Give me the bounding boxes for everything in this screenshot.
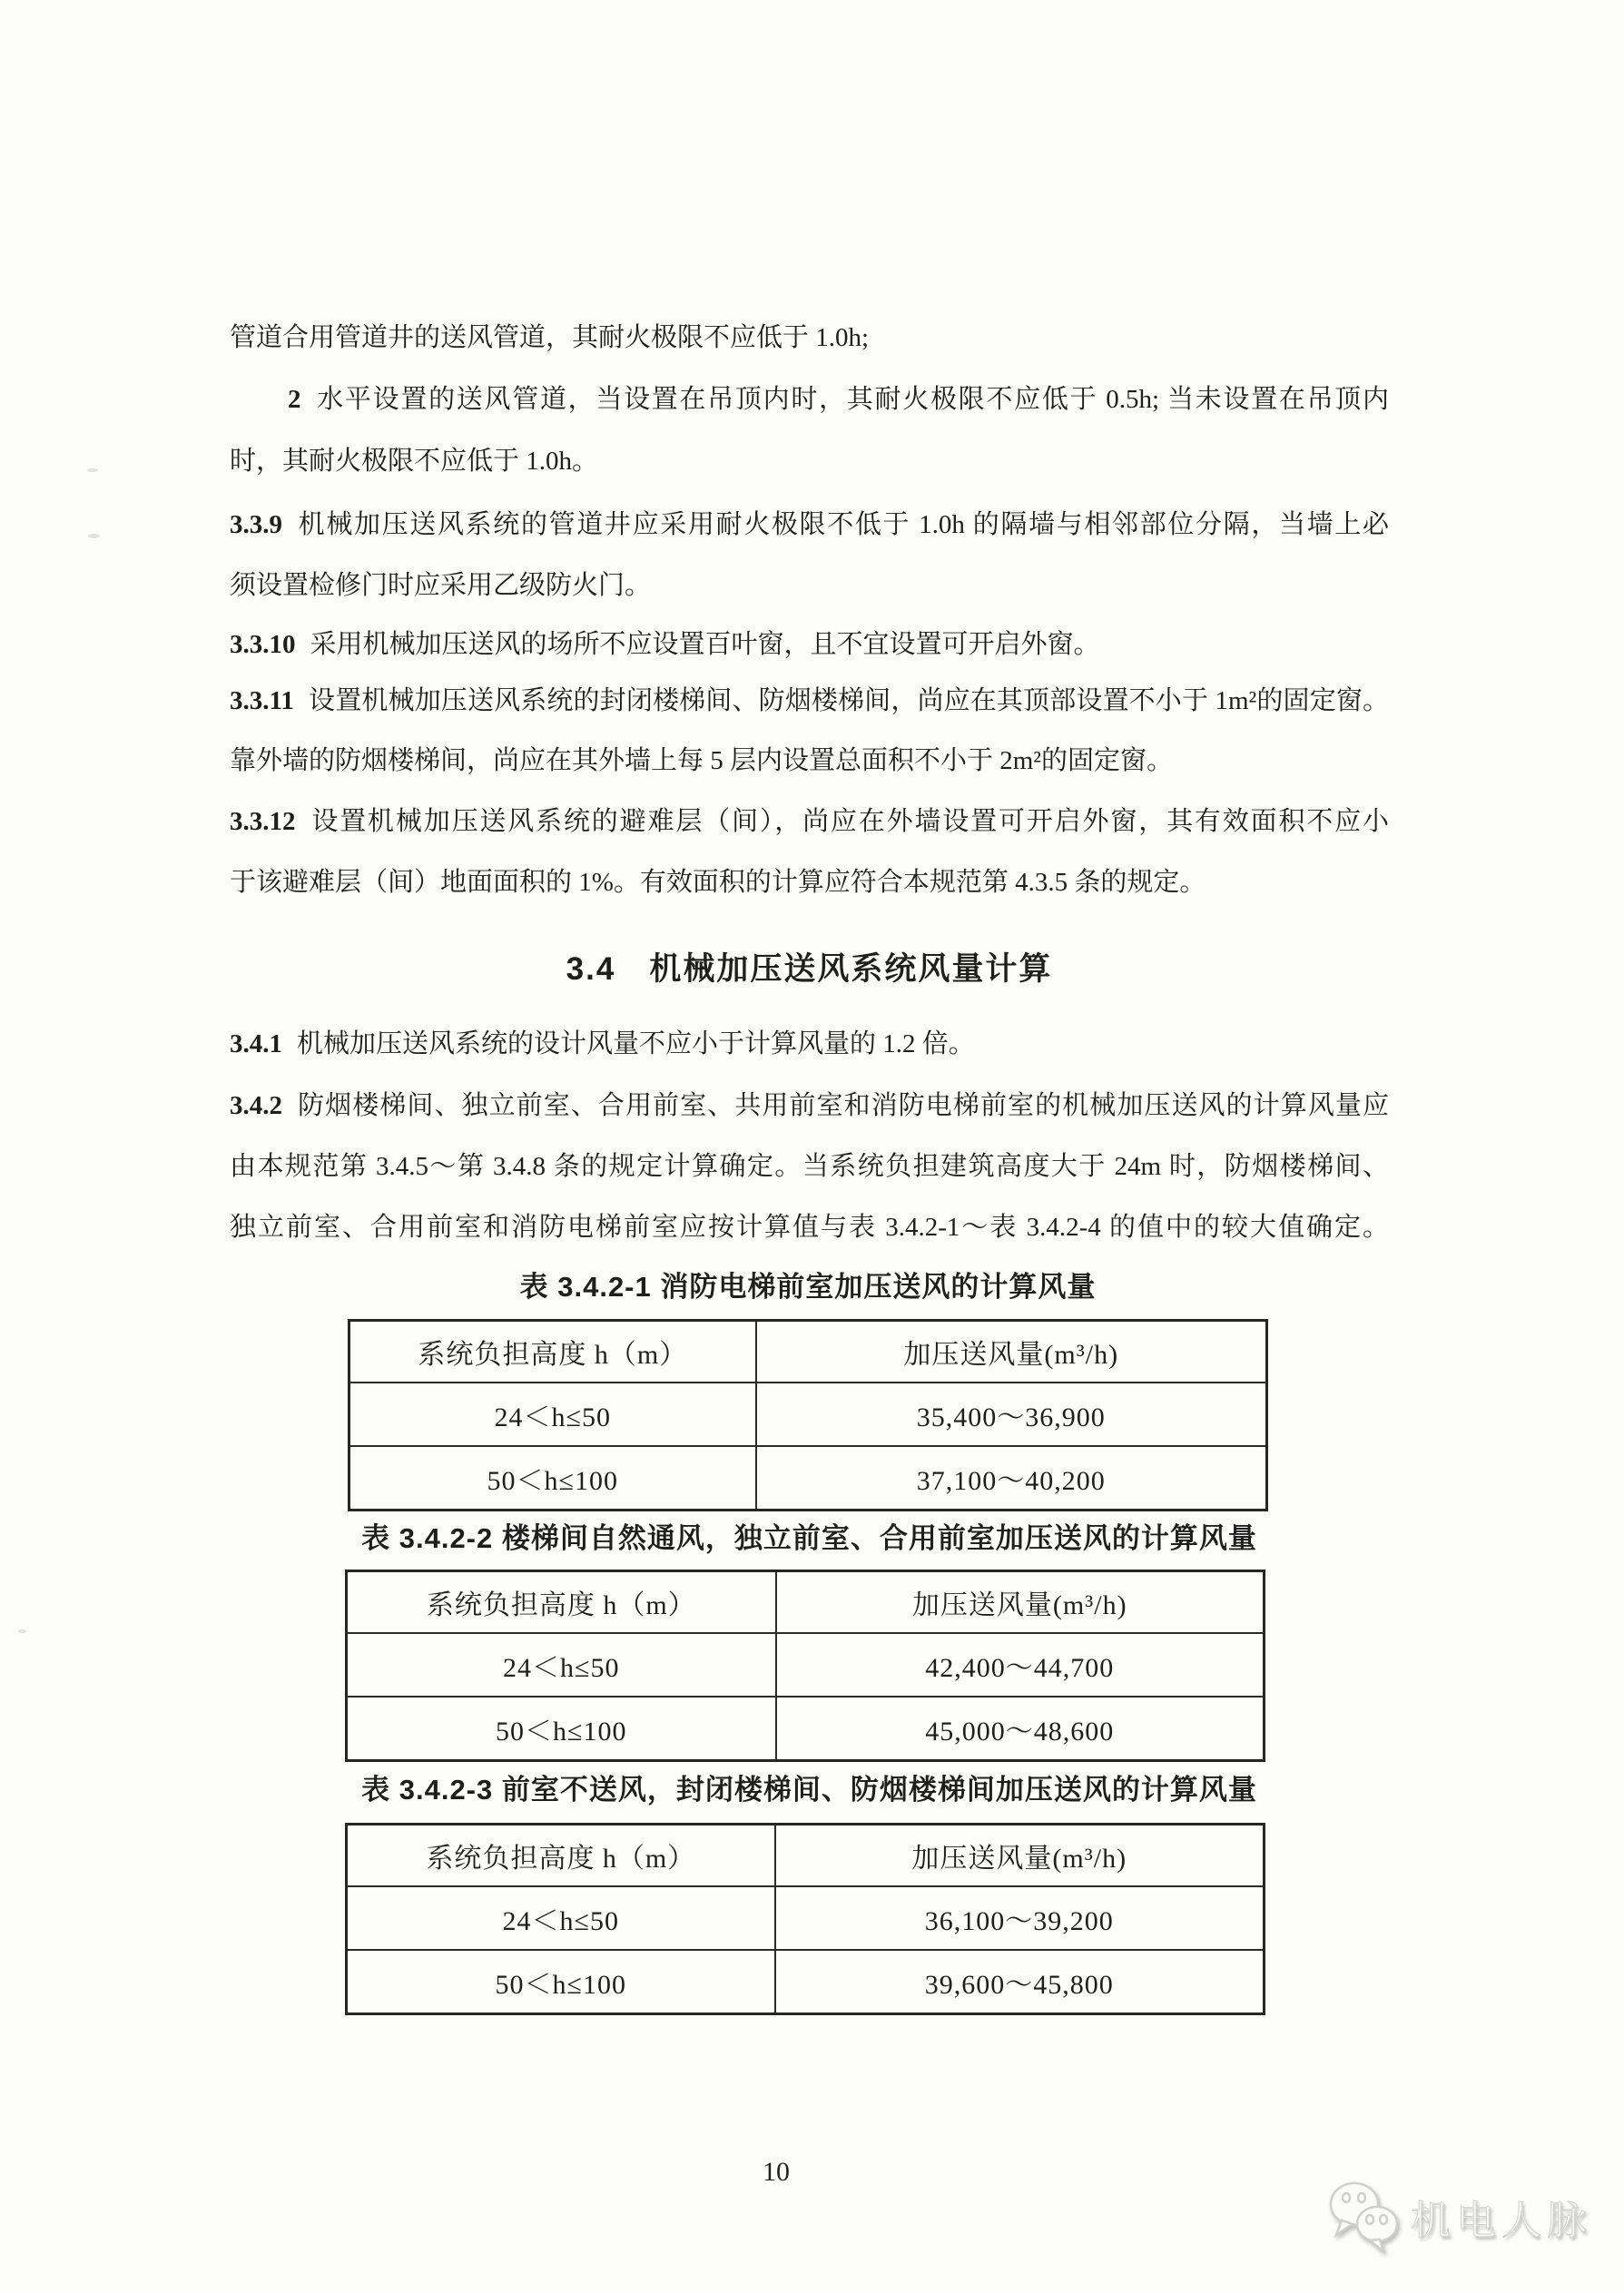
table-3421 [348,1319,1268,1511]
table-3423 [345,1823,1265,2015]
col-header-height: 系统负担高度 h（m） [349,1321,756,1383]
line-text: 采用机械加压送风的场所不应设置百叶窗，且不宜设置可开启外窗。 [310,630,1100,659]
table-row [347,1633,1265,1697]
cell-height-range: 50＜h≤100 [347,1950,775,2014]
line-text: 设置机械加压送风系统的封闭楼梯间、防烟楼梯间，尚应在其顶部设置不小于 1m²的固定窗。 [308,686,1389,715]
scan-speck [88,534,100,538]
line-text: 须设置检修门时应采用乙级防火门。 [230,571,652,600]
body-line [230,801,1389,842]
scan-speck [18,1629,26,1633]
body-line [230,379,1389,420]
line-text: 独立前室、合用前室和消防电梯前室应按计算值与表 3.4.2-1～表 3.4.2-4 的值中的较大值确定。 [230,1213,1389,1242]
body-line [230,504,1389,546]
clause-number: 3.3.10 [230,630,296,659]
body-line [230,440,1389,482]
body-line [230,1206,1389,1248]
cell-height-range: 24＜h≤50 [347,1886,775,1950]
col-header-airflow: 加压送风量(m³/h) [776,1571,1265,1634]
line-text: 水平设置的送风管道，当设置在吊顶内时，其耐火极限不应低于 0.5h; 当未设置在吊顶内 [315,385,1389,414]
watermark [1327,2180,1592,2253]
body-line [230,1146,1389,1187]
body-line [230,680,1389,722]
body-line [230,1085,1389,1127]
cell-height-range: 50＜h≤100 [349,1446,756,1511]
col-header-airflow: 加压送风量(m³/h) [756,1321,1267,1383]
body-line [230,565,1389,606]
cell-height-range: 24＜h≤50 [349,1383,756,1446]
col-header-airflow: 加压送风量(m³/h) [775,1825,1265,1887]
cell-height-range: 50＜h≤100 [347,1697,776,1761]
line-text: 机械加压送风系统的管道井应采用耐火极限不低于 1.0h 的隔墙与相邻部位分隔，当墙上必 [297,510,1389,539]
cell-airflow-range: 36,100～39,200 [775,1886,1265,1950]
body-line [230,317,1389,359]
table-caption-3421: 表 3.4.2-1 消防电梯前室加压送风的计算风量 [519,1271,1097,1303]
cell-airflow-range: 37,100～40,200 [756,1446,1267,1511]
cell-airflow-range: 42,400～44,700 [776,1633,1265,1697]
line-text: 时，其耐火极限不应低于 1.0h。 [230,447,599,476]
section-heading: 3.4 机械加压送风系统风量计算 [566,951,1053,987]
line-text: 机械加压送风系统的设计风量不应小于计算风量的 1.2 倍。 [297,1029,975,1058]
cell-airflow-range: 35,400～36,900 [756,1383,1267,1446]
table-row [349,1446,1267,1511]
watermark-label: 机电人脉 [1411,2199,1592,2243]
pressure-air-table [345,1823,1265,2015]
pressure-air-table [345,1570,1265,1762]
line-text: 防烟楼梯间、独立前室、合用前室、共用前室和消防电梯前室的机械加压送风的计算风量应 [297,1091,1389,1120]
page-number: 10 [763,2157,790,2187]
table-3422 [345,1570,1265,1762]
clause-number: 3.3.12 [230,807,296,836]
table-caption-3422: 表 3.4.2-2 楼梯间自然通风，独立前室、合用前室加压送风的计算风量 [361,1522,1257,1554]
col-header-height: 系统负担高度 h（m） [347,1571,776,1634]
cell-airflow-range: 39,600～45,800 [775,1950,1265,2014]
table-caption-3423: 表 3.4.2-3 前室不送风，封闭楼梯间、防烟楼梯间加压送风的计算风量 [361,1774,1257,1806]
clause-number: 3.4.1 [230,1029,282,1058]
wechat-icon [1327,2180,1405,2253]
body-line [230,1023,1389,1065]
pressure-air-table [348,1319,1268,1511]
line-text: 设置机械加压送风系统的避难层（间），尚应在外墙设置可开启外窗，其有效面积不应小 [310,807,1389,836]
body-line [230,624,1389,665]
line-text: 于该避难层（间）地面面积的 1%。有效面积的计算应符合本规范第 4.3.5 条的规定。 [230,868,1206,897]
body-line [230,740,1389,782]
line-text: 靠外墙的防烟楼梯间，尚应在其外墙上每 5 层内设置总面积不小于 2m²的固定窗。 [230,746,1174,775]
cell-airflow-range: 45,000～48,600 [776,1697,1265,1761]
table-row [347,1950,1265,2014]
table-row [349,1383,1267,1446]
table-row [347,1697,1265,1761]
cell-height-range: 24＜h≤50 [347,1633,776,1697]
clause-number: 2 [288,385,301,414]
scan-speck [87,468,98,472]
clause-number: 3.3.11 [230,686,294,715]
line-text: 由本规范第 3.4.5～第 3.4.8 条的规定计算确定。当系统负担建筑高度大于 24m 时，防烟楼梯间、 [230,1152,1389,1181]
table-row [347,1886,1265,1950]
clause-number: 3.3.9 [230,510,282,539]
line-text: 管道合用管道井的送风管道，其耐火极限不应低于 1.0h; [230,323,870,352]
col-header-height: 系统负担高度 h（m） [347,1825,775,1887]
clause-number: 3.4.2 [230,1091,282,1120]
body-line [230,861,1389,903]
